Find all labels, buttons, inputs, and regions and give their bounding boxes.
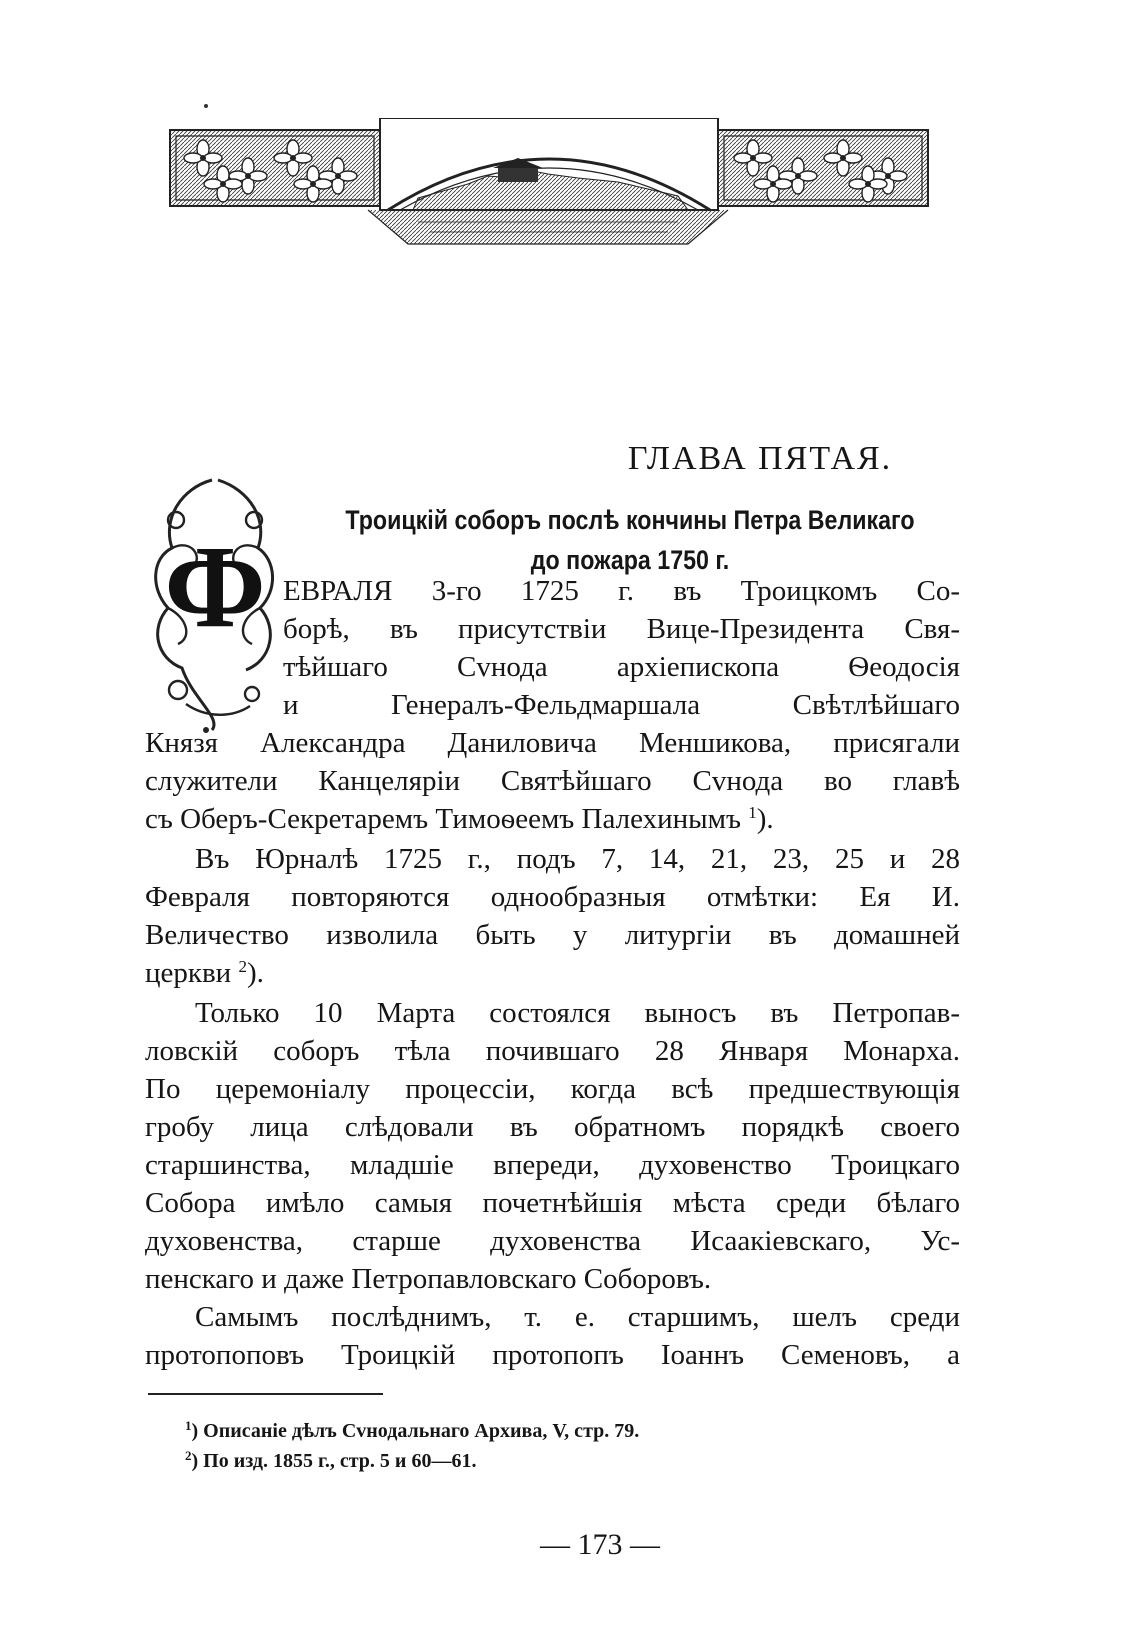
headpiece-ornament <box>168 118 930 248</box>
footnote <box>185 1448 476 1474</box>
text-line: Въ Юрналѣ 1725 г., подъ 7, 14, 21, 23, 25 и 28 <box>195 843 960 875</box>
text-line: духовенства, старше духовенства Исаакіевскаго, Ус- <box>145 1225 960 1257</box>
text-line: Собора имѣло самыя почетнѣйшія мѣста среди бѣлаго <box>145 1187 960 1219</box>
footnote-ref[interactable]: 2 <box>238 957 247 976</box>
text-line: Самымъ послѣднимъ, т. е. старшимъ, шелъ среди <box>195 1301 960 1333</box>
text-line: ЕВРАЛЯ 3-го 1725 г. въ Троицкомъ Со- <box>283 575 960 607</box>
text-line: гробу лица слѣдовали въ обратномъ порядкѣ своего <box>145 1111 960 1143</box>
footnote-divider <box>148 1393 383 1395</box>
text-span: церкви <box>145 957 232 989</box>
text-line <box>145 954 264 992</box>
drop-cap-ornament <box>142 468 288 738</box>
text-line: Князя Александра Даниловича Меншикова, присягали <box>145 727 960 759</box>
footnote-mark: 1 <box>185 1418 192 1433</box>
footnote-text: ) По изд. 1855 г., стр. 5 и 60—61. <box>191 1450 477 1472</box>
footnote-mark: 2 <box>185 1448 192 1463</box>
chapter-heading: ГЛАВА ПЯТАЯ. <box>627 440 893 477</box>
text-line: и Генералъ-Фельдмаршала Свѣтлѣйшаго <box>283 689 960 721</box>
chapter-subtitle-line: до пожара 1750 г. <box>530 545 730 575</box>
text-line: ловскій соборъ тѣла почившаго 28 Января Монарха. <box>145 1035 960 1067</box>
text-line: старшинства, младшіе впереди, духовенство Троицкаго <box>145 1149 960 1181</box>
page-number: — 173 — <box>540 1528 660 1561</box>
text-line: пенскаго и даже Петропавловскаго Соборовъ. <box>145 1263 712 1295</box>
text-line: По церемоніалу процессіи, когда всѣ предшествующія <box>145 1073 960 1105</box>
text-line: Величество изволила быть у литургіи въ домашней <box>145 919 960 951</box>
chapter-subtitle-line: Троицкій соборъ послѣ кончины Петра Великаго <box>345 505 915 535</box>
text-line: Только 10 Марта состоялся выносъ въ Петропав- <box>195 997 960 1029</box>
drop-cap-letter: Ф <box>164 521 266 652</box>
text-line: тѣйшаго Сvнода архіепископа Ѳеодосія <box>283 651 960 683</box>
text-line: протопоповъ Троицкій протопопъ Іоаннъ Семеновъ, а <box>145 1339 960 1371</box>
text-line: служители Канцеляріи Святѣйшаго Сvнода во главѣ <box>145 765 960 797</box>
text-line <box>145 800 774 838</box>
footnote <box>185 1418 639 1444</box>
footnote-text: ) Описаніе дѣлъ Сvнодальнаго Архива, V, стр. 79. <box>191 1420 640 1442</box>
text-span: ). <box>246 957 264 989</box>
footnote-ref[interactable]: 1 <box>748 803 757 822</box>
text-span: съ Оберъ-Секретаремъ Тимоѳеемъ Палехинымъ <box>145 803 741 835</box>
text-line: Февраля повторяются однообразныя отмѣтки: Ея И. <box>145 881 960 913</box>
text-line: борѣ, въ присутствіи Вице-Президента Свя- <box>283 613 960 645</box>
text-span: ). <box>756 803 774 835</box>
stray-mark <box>204 104 208 108</box>
